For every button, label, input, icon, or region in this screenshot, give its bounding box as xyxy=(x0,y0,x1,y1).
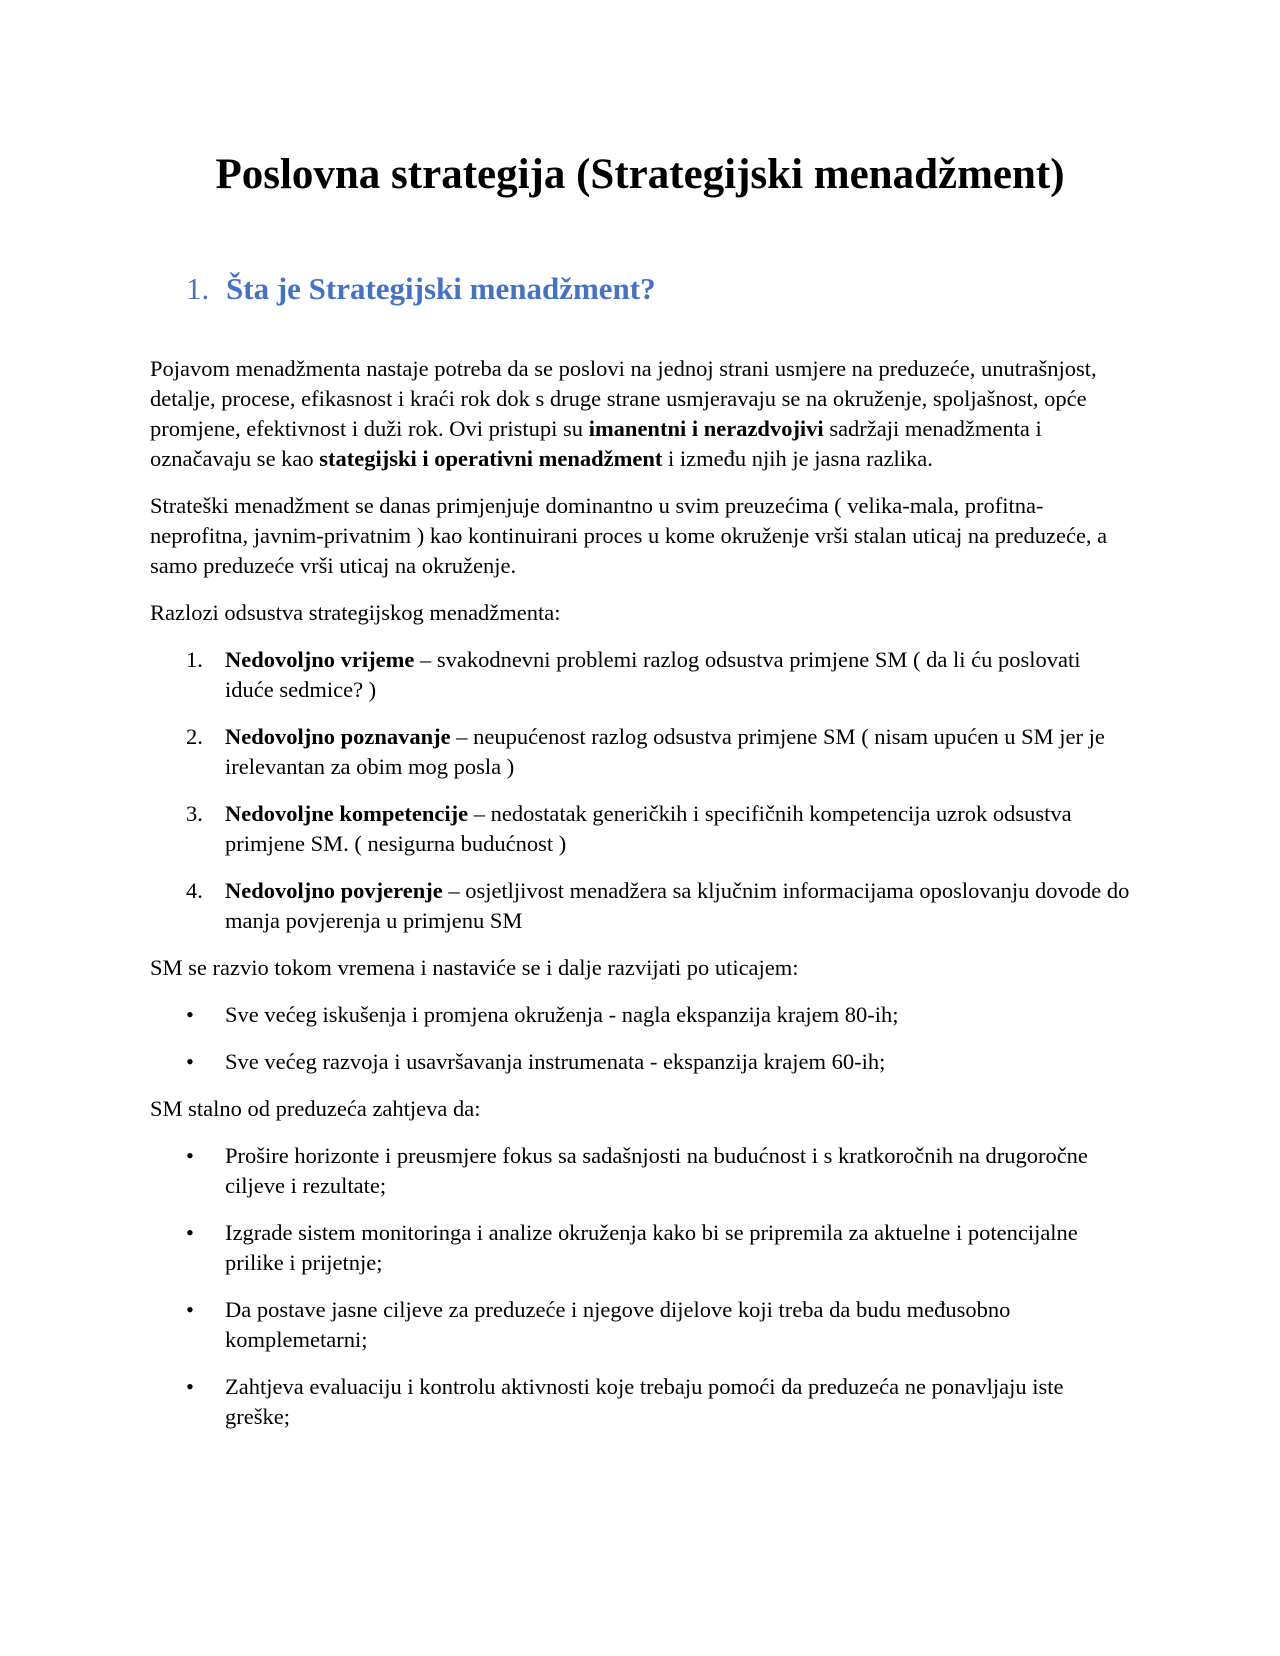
list-item xyxy=(150,1047,1130,1077)
list-item xyxy=(150,1372,1130,1432)
list-text: Sve većeg iskušenja i promjena okruženja - nagla ekspanzija krajem 80-ih; xyxy=(225,1002,899,1027)
document-body xyxy=(150,354,1130,1449)
bullet-icon: • xyxy=(186,1049,194,1074)
list-item xyxy=(150,876,1130,936)
paragraph-text: i između njih je jasna razlika. xyxy=(662,446,933,471)
section-number: 1. xyxy=(186,271,210,306)
bold-text: stategijski i operativni menadžment xyxy=(319,446,663,471)
list-item xyxy=(150,1141,1130,1201)
list-number: 1. xyxy=(186,647,203,672)
paragraph-development: SM se razvio tokom vremena i nastaviće se i dalje razvijati po uticajem: xyxy=(150,955,799,980)
list-item xyxy=(150,799,1130,859)
section-heading-text: Šta je Strategijski menadžment? xyxy=(226,271,656,306)
list-text: – osjetljivost menadžera sa ključnim informacijama oposlovanju dovode do manja povjerenja u primjenu SM xyxy=(225,878,1130,933)
list-text: Prošire horizonte i preusmjere fokus sa sadašnjosti na budućnost i s kratkoročnih na drugoročne ciljeve i rezultate; xyxy=(225,1143,1088,1198)
bold-text: Nedovoljno vrijeme xyxy=(225,647,415,672)
list-item xyxy=(150,1218,1130,1278)
bullet-icon: • xyxy=(186,1297,194,1322)
page-title: Poslovna strategija (Strategijski menadžment) xyxy=(215,151,1065,198)
paragraph-text: Pojavom menadžmenta nastaje potreba da se poslovi na jednoj strani usmjere na preduzeće, unutrašnjost, detalje, procese, efikasnost i kraći rok dok s druge strane usmjeravaju se na okruženje, spoljašnost, opće promjene, efektivnost i duži rok. Ovi pristupi su xyxy=(150,356,1097,441)
bullet-icon: • xyxy=(186,1143,194,1168)
bullet-icon: • xyxy=(186,1374,194,1399)
bold-text: imanentni i nerazdvojivi xyxy=(588,416,824,441)
bullet-icon: • xyxy=(186,1220,194,1245)
list-text: Izgrade sistem monitoringa i analize okruženja kako bi se pripremila za aktuelne i potencijalne prilike i prijetnje; xyxy=(225,1220,1078,1275)
demands-list xyxy=(150,1141,1130,1432)
list-text: Da postave jasne ciljeve za preduzeće i njegove dijelove koji treba da budu međusobno komplemetarni; xyxy=(225,1297,1011,1352)
paragraph-intro xyxy=(150,354,1130,474)
section-heading xyxy=(186,269,656,309)
paragraph-reasons-intro: Razlozi odsustva strategijskog menadžmenta: xyxy=(150,600,561,625)
list-text: – svakodnevni problemi razlog odsustva primjene SM ( da li ću poslovati iduće sedmice? ) xyxy=(225,647,1081,702)
paragraph-demands-intro: SM stalno od preduzeća zahtjeva da: xyxy=(150,1096,481,1121)
paragraph-strategic: Strateški menadžment se danas primjenjuje dominantno u svim preuzećima ( velika-mala, profitna-neprofitna, javnim-privatnim ) kao kontinuirani proces u kome okruženje vrši stalan uticaj na preduzeće, a samo preduzeće vrši uticaj na okruženje. xyxy=(150,493,1108,578)
list-item xyxy=(150,722,1130,782)
influences-list xyxy=(150,1000,1130,1077)
bold-text: Nedovoljno poznavanje xyxy=(225,724,451,749)
list-item xyxy=(150,1295,1130,1355)
bold-text: Nedovoljno povjerenje xyxy=(225,878,443,903)
bullet-icon: • xyxy=(186,1002,194,1027)
paragraph-text: sadržaji menadžmenta i označavaju se kao xyxy=(150,416,1042,471)
list-item xyxy=(150,645,1130,705)
list-text: Zahtjeva evaluaciju i kontrolu aktivnosti koje trebaju pomoći da preduzeća ne ponavljaju iste greške; xyxy=(225,1374,1064,1429)
bold-text: Nedovoljne kompetencije xyxy=(225,801,469,826)
list-text: Sve većeg razvoja i usavršavanja instrumenata - ekspanzija krajem 60-ih; xyxy=(225,1049,886,1074)
reasons-list xyxy=(150,645,1130,936)
list-number: 2. xyxy=(186,724,203,749)
list-text: – nedostatak generičkih i specifičnih kompetencija uzrok odsustva primjene SM. ( nesigurna budućnost ) xyxy=(225,801,1072,856)
list-number: 4. xyxy=(186,878,203,903)
list-item xyxy=(150,1000,1130,1030)
list-number: 3. xyxy=(186,801,203,826)
list-text: – neupućenost razlog odsustva primjene SM ( nisam upućen u SM jer je irelevantan za obim mog posla ) xyxy=(225,724,1105,779)
